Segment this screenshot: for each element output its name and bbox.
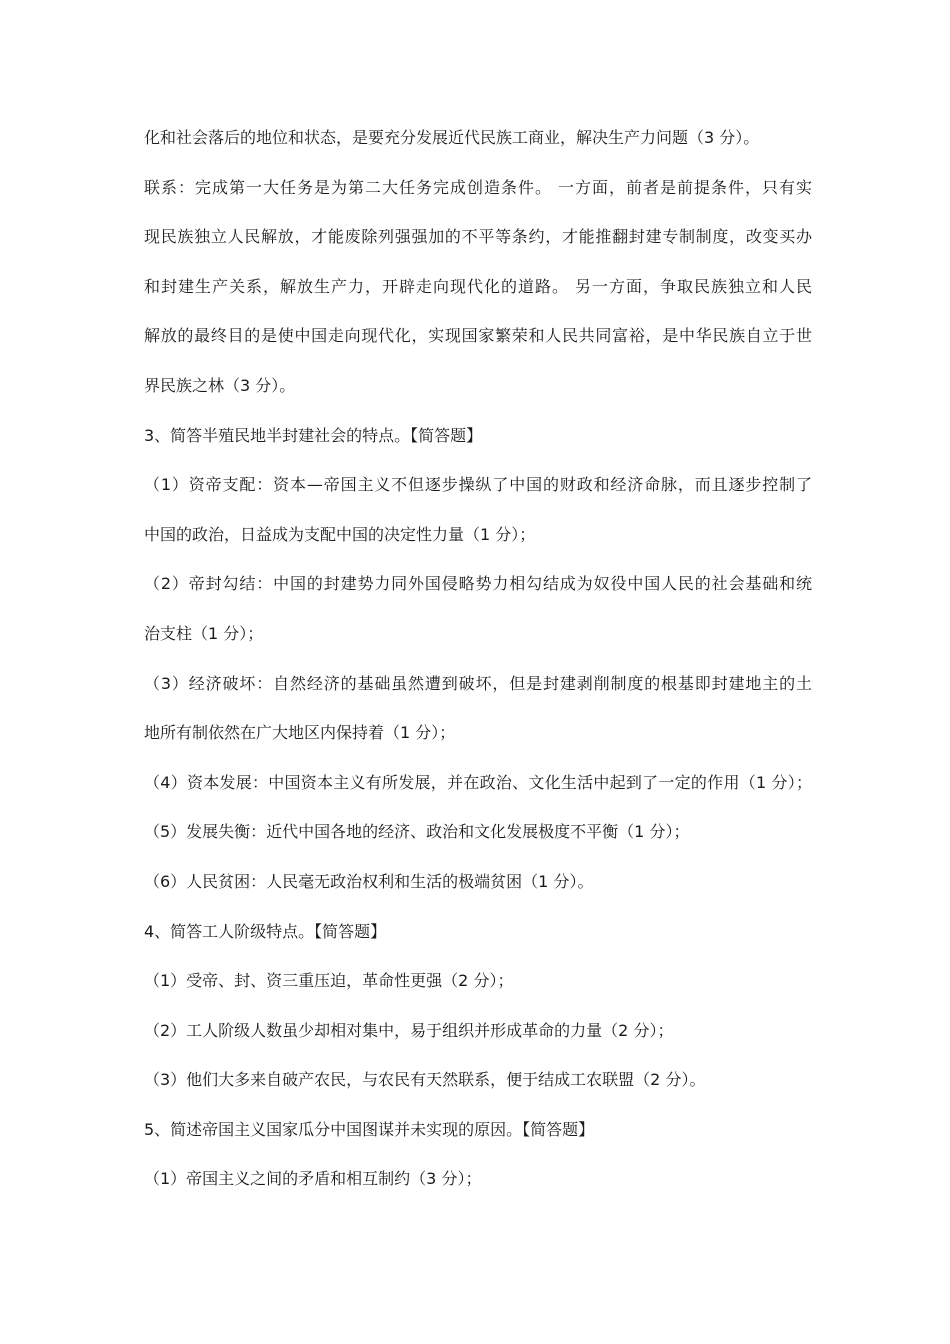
document-page xyxy=(144,113,812,1204)
text-line: 中国的政治，日益成为支配中国的决定性力量（1 分）； xyxy=(144,524,536,544)
text-line: 界民族之林（3 分）。 xyxy=(144,375,296,395)
question-heading: 3、简答半殖民地半封建社会的特点。【简答题】 xyxy=(144,425,483,445)
text-line: （1）资帝支配：资本—帝国主义不但逐步操纵了中国的财政和经济命脉，而且逐步控制了 xyxy=(144,475,812,495)
text-line: （1）受帝、封、资三重压迫，革命性更强（2 分）； xyxy=(144,971,514,991)
text-line: （1）帝国主义之间的矛盾和相互制约（3 分）； xyxy=(144,1169,482,1189)
text-line: 联系：完成第一大任务是为第二大任务完成创造条件。 一方面，前者是前提条件，只有实 xyxy=(144,177,812,197)
text-line: （2）工人阶级人数虽少却相对集中，易于组织并形成革命的力量（2 分）； xyxy=(144,1020,674,1040)
text-line: （5）发展失衡：近代中国各地的经济、政治和文化发展极度不平衡（1 分）； xyxy=(144,822,690,842)
text-line: 和封建生产关系，解放生产力，开辟走向现代化的道路。 另一方面，争取民族独立和人民 xyxy=(144,276,812,296)
text-line: 治支柱（1 分）； xyxy=(144,623,264,643)
text-line: （3）他们大多来自破产农民，与农民有天然联系，便于结成工农联盟（2 分）。 xyxy=(144,1070,706,1090)
text-line: 化和社会落后的地位和状态，是要充分发展近代民族工商业，解决生产力问题（3 分）。 xyxy=(144,128,760,147)
text-line: （6）人民贫困：人民毫无政治权利和生活的极端贫困（1 分）。 xyxy=(144,871,594,891)
text-line: 现民族独立人民解放，才能废除列强强加的不平等条约，才能推翻封建专制制度，改变买办 xyxy=(144,227,812,247)
text-line: 地所有制依然在广大地区内保持着（1 分）； xyxy=(144,723,456,743)
question-heading: 4、简答工人阶级特点。【简答题】 xyxy=(144,921,387,941)
text-line: （3）经济破坏：自然经济的基础虽然遭到破坏，但是封建剥削制度的根基即封建地主的土 xyxy=(144,673,812,693)
question-heading: 5、简述帝国主义国家瓜分中国图谋并未实现的原因。【简答题】 xyxy=(144,1119,595,1139)
text-line: 解放的最终目的是使中国走向现代化，实现国家繁荣和人民共同富裕，是中华民族自立于世 xyxy=(144,326,812,346)
text-line: （4）资本发展：中国资本主义有所发展，并在政治、文化生活中起到了一定的作用（1 分）； xyxy=(144,772,812,792)
text-line: （2）帝封勾结：中国的封建势力同外国侵略势力相勾结成为奴役中国人民的社会基础和统 xyxy=(144,574,812,594)
